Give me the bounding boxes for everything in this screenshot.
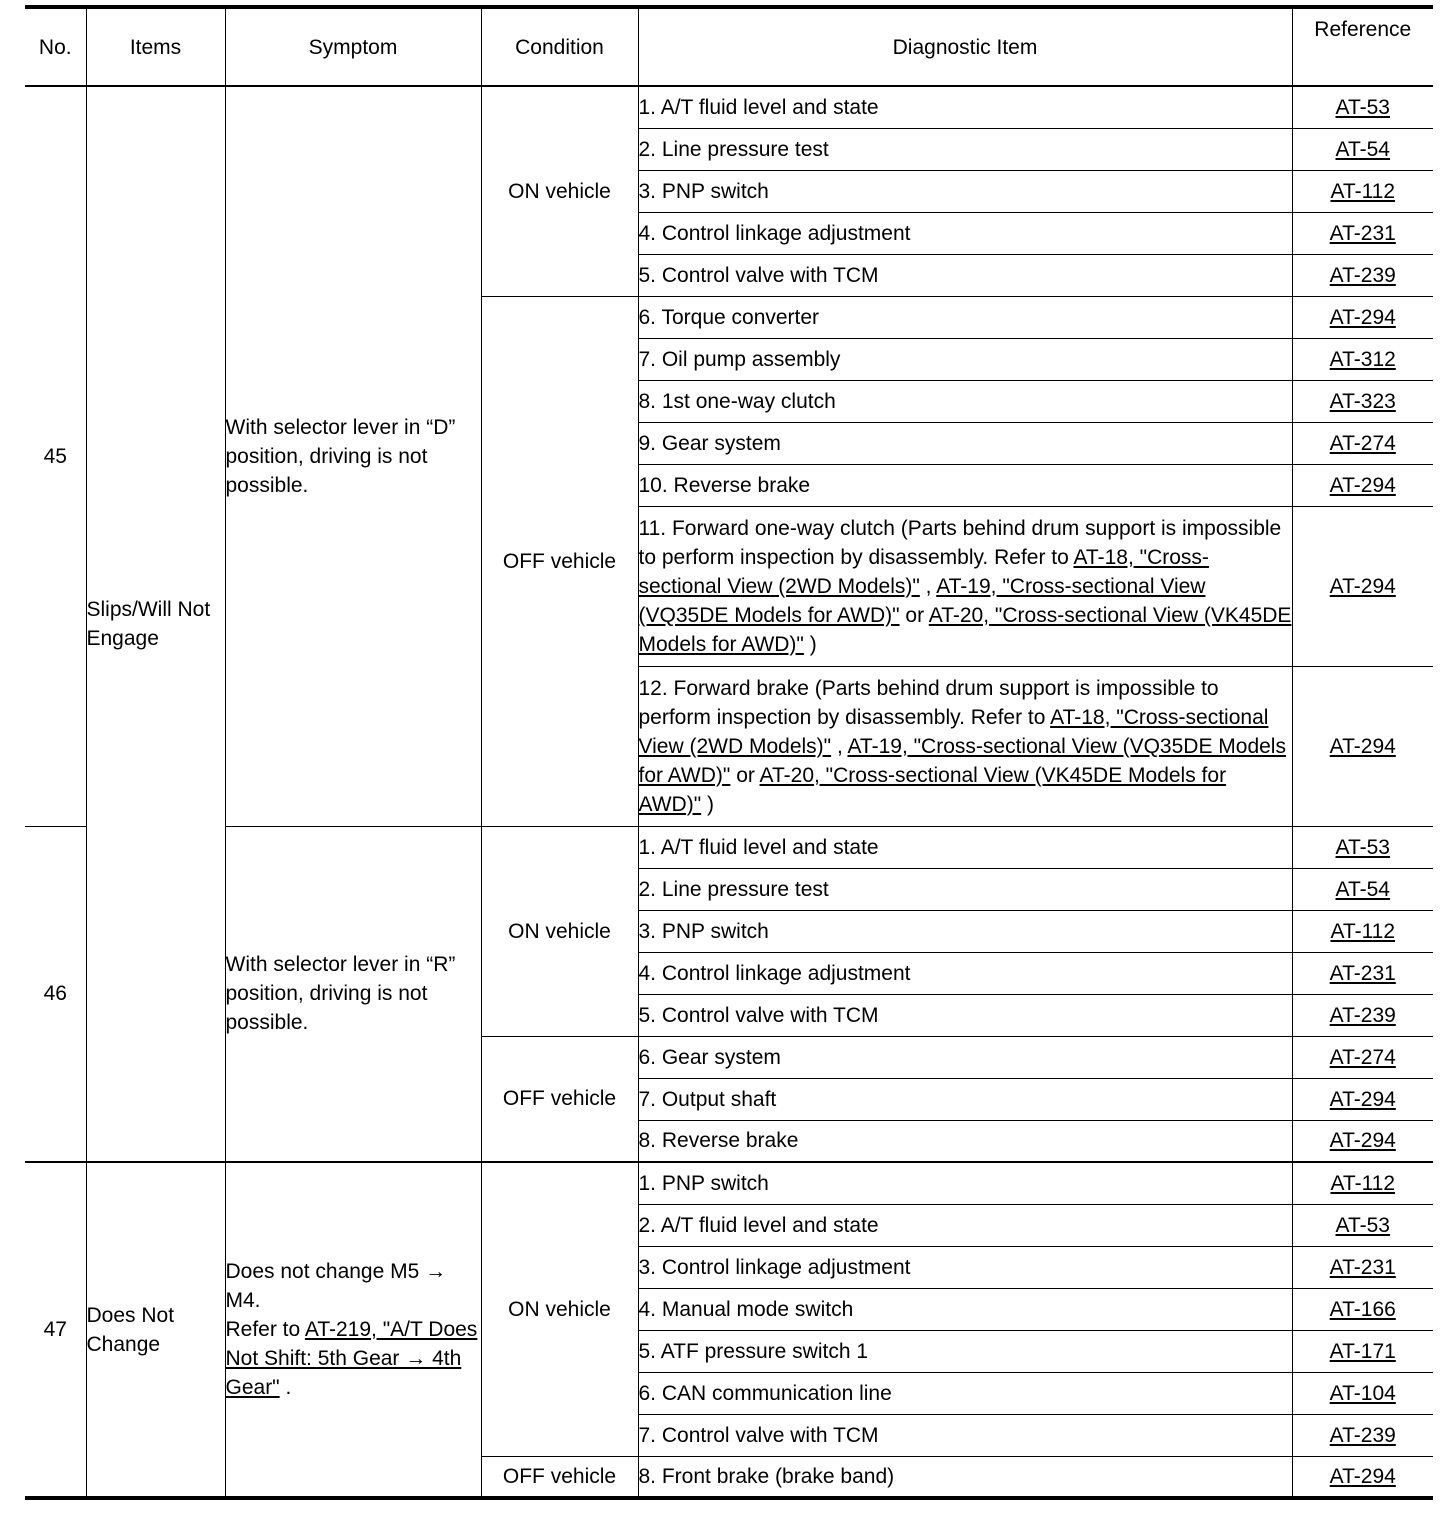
- reference-link[interactable]: AT-112: [1330, 1171, 1396, 1195]
- cross-section-link-vk45de[interactable]: AT-20, "Cross-sectional View (VK45DE Models for AWD)": [638, 763, 1227, 816]
- row-number-46: 46: [25, 826, 86, 1162]
- reference-link[interactable]: AT-112: [1330, 919, 1396, 943]
- cross-section-link-vk45de[interactable]: AT-20, "Cross-sectional View (VK45DE Models for AWD)": [638, 603, 1292, 656]
- diagnostic-item: 5. Control valve with TCM: [638, 254, 1292, 296]
- header-row: [25, 7, 1433, 86]
- diagnostic-item: 10. Reverse brake: [638, 464, 1292, 506]
- reference-link[interactable]: AT-239: [1329, 1003, 1396, 1027]
- diagnostic-item: 8. Reverse brake: [638, 1120, 1292, 1162]
- diagnostic-item: 4. Manual mode switch: [638, 1288, 1292, 1330]
- cross-section-link-vq35de[interactable]: AT-19, "Cross-sectional View (VQ35DE Models for AWD)": [638, 734, 1286, 787]
- shift-diagnosis-link[interactable]: AT-219, "A/T Does Not Shift: 5th Gear → 4th Gear": [225, 1318, 478, 1399]
- diagnostic-item: 8. 1st one-way clutch: [638, 380, 1292, 422]
- closing-text: ): [803, 632, 817, 656]
- table-row: [25, 1162, 1433, 1204]
- reference-link[interactable]: AT-294: [1329, 1129, 1396, 1153]
- diagnostic-item: 6. Torque converter: [638, 296, 1292, 338]
- diagnostic-item: 1. A/T fluid level and state: [638, 826, 1292, 868]
- cross-section-link-2wd[interactable]: AT-18, "Cross-sectional View (2WD Models)": [638, 545, 1209, 598]
- diagnostic-item: 6. Gear system: [638, 1036, 1292, 1078]
- reference-link[interactable]: AT-239: [1329, 263, 1396, 287]
- condition-off-vehicle: OFF vehicle: [481, 296, 638, 826]
- diagnostic-item: 3. PNP switch: [638, 910, 1292, 952]
- reference-link[interactable]: AT-274: [1329, 1045, 1396, 1069]
- diagnostic-item: 5. Control valve with TCM: [638, 994, 1292, 1036]
- diagnostic-item-forward-one-way-clutch: [638, 506, 1292, 666]
- separator-text: or: [730, 763, 760, 787]
- diagnostic-item: 3. Control linkage adjustment: [638, 1246, 1292, 1288]
- diagnostic-item: 7. Output shaft: [638, 1078, 1292, 1120]
- diagnostic-item: 4. Control linkage adjustment: [638, 952, 1292, 994]
- reference-link[interactable]: AT-53: [1335, 1213, 1390, 1237]
- item-does-not-change: Does Not Change: [86, 1162, 225, 1498]
- reference-link[interactable]: AT-323: [1329, 389, 1396, 413]
- header-reference: Reference: [1292, 7, 1433, 86]
- table-row: [25, 86, 1433, 128]
- diagnosis-table: [25, 5, 1433, 1500]
- header-items: Items: [86, 7, 225, 86]
- header-condition: Condition: [481, 7, 638, 86]
- cross-section-link-2wd[interactable]: AT-18, "Cross-sectional View (2WD Models)": [638, 705, 1269, 758]
- table-row: [25, 826, 1433, 868]
- diagnostic-item: 2. A/T fluid level and state: [638, 1204, 1292, 1246]
- reference-link[interactable]: AT-294: [1329, 1464, 1396, 1488]
- reference-link[interactable]: AT-53: [1335, 835, 1390, 859]
- condition-on-vehicle: ON vehicle: [481, 86, 638, 296]
- reference-link[interactable]: AT-166: [1329, 1297, 1396, 1321]
- diagnostic-text: 12. Forward brake (Parts behind drum support is impossible to perform inspection by disassembly. Refer to: [638, 676, 1219, 729]
- reference-link[interactable]: AT-294: [1329, 574, 1396, 598]
- reference-link[interactable]: AT-294: [1329, 734, 1396, 758]
- diagnostic-item: 1. PNP switch: [638, 1162, 1292, 1204]
- closing-text: .: [279, 1376, 292, 1399]
- diagnostic-item: 6. CAN communication line: [638, 1372, 1292, 1414]
- diagnostic-item: 2. Line pressure test: [638, 128, 1292, 170]
- reference-link[interactable]: AT-239: [1329, 1423, 1396, 1447]
- diagnostic-item-forward-brake: [638, 666, 1292, 826]
- separator-text: or: [899, 603, 929, 627]
- reference-link[interactable]: AT-112: [1330, 179, 1396, 203]
- item-slips-will-not-engage: Slips/Will Not Engage: [86, 86, 225, 1162]
- diagnostic-item: 9. Gear system: [638, 422, 1292, 464]
- closing-text: ): [701, 792, 714, 816]
- reference-link[interactable]: AT-54: [1335, 877, 1390, 901]
- header-diagnostic-item: Diagnostic Item: [638, 7, 1292, 86]
- reference-link[interactable]: AT-312: [1329, 347, 1396, 371]
- separator-text: ,: [919, 574, 937, 598]
- reference-link[interactable]: AT-231: [1329, 1255, 1396, 1279]
- symptom-r-position: With selector lever in “R” position, driving is not possible.: [225, 826, 481, 1162]
- reference-link[interactable]: AT-294: [1329, 473, 1396, 497]
- reference-link[interactable]: AT-231: [1329, 221, 1396, 245]
- symptom-d-position: With selector lever in “D” position, driving is not possible.: [225, 86, 481, 826]
- diagnostic-text: 11. Forward one-way clutch (Parts behind drum support is impossible to perform inspection by disassembly. Refer to: [638, 516, 1282, 569]
- header-symptom: Symptom: [225, 7, 481, 86]
- diagnostic-item: 1. A/T fluid level and state: [638, 86, 1292, 128]
- reference-link[interactable]: AT-274: [1329, 431, 1396, 455]
- diagnostic-item: 7. Control valve with TCM: [638, 1414, 1292, 1456]
- diagnostic-item: 2. Line pressure test: [638, 868, 1292, 910]
- separator-text: ,: [831, 734, 848, 758]
- diagnostic-item: 7. Oil pump assembly: [638, 338, 1292, 380]
- cross-section-link-vq35de[interactable]: AT-19, "Cross-sectional View (VQ35DE Models for AWD)": [638, 574, 1206, 627]
- symptom-m5-m4: [225, 1162, 481, 1498]
- condition-on-vehicle: ON vehicle: [481, 826, 638, 1036]
- condition-on-vehicle: ON vehicle: [481, 1162, 638, 1456]
- reference-link[interactable]: AT-104: [1329, 1381, 1396, 1405]
- row-number-47: 47: [25, 1162, 86, 1498]
- reference-link[interactable]: AT-294: [1329, 1087, 1396, 1111]
- reference-link[interactable]: AT-294: [1329, 305, 1396, 329]
- condition-off-vehicle: OFF vehicle: [481, 1036, 638, 1162]
- diagnostic-item: 4. Control linkage adjustment: [638, 212, 1292, 254]
- diagnostic-item: 8. Front brake (brake band): [638, 1456, 1292, 1498]
- reference-link[interactable]: AT-231: [1329, 961, 1396, 985]
- reference-link[interactable]: AT-53: [1335, 95, 1390, 119]
- condition-off-vehicle: OFF vehicle: [481, 1456, 638, 1498]
- reference-link[interactable]: AT-54: [1335, 137, 1390, 161]
- diagnostic-item: 5. ATF pressure switch 1: [638, 1330, 1292, 1372]
- symptom-text: Does not change M5 → M4.: [225, 1260, 447, 1312]
- diagnostic-item: 3. PNP switch: [638, 170, 1292, 212]
- refer-to-text: Refer to: [225, 1318, 305, 1341]
- reference-link[interactable]: AT-171: [1329, 1339, 1396, 1363]
- row-number-45: 45: [25, 86, 86, 826]
- header-no: No.: [25, 7, 86, 86]
